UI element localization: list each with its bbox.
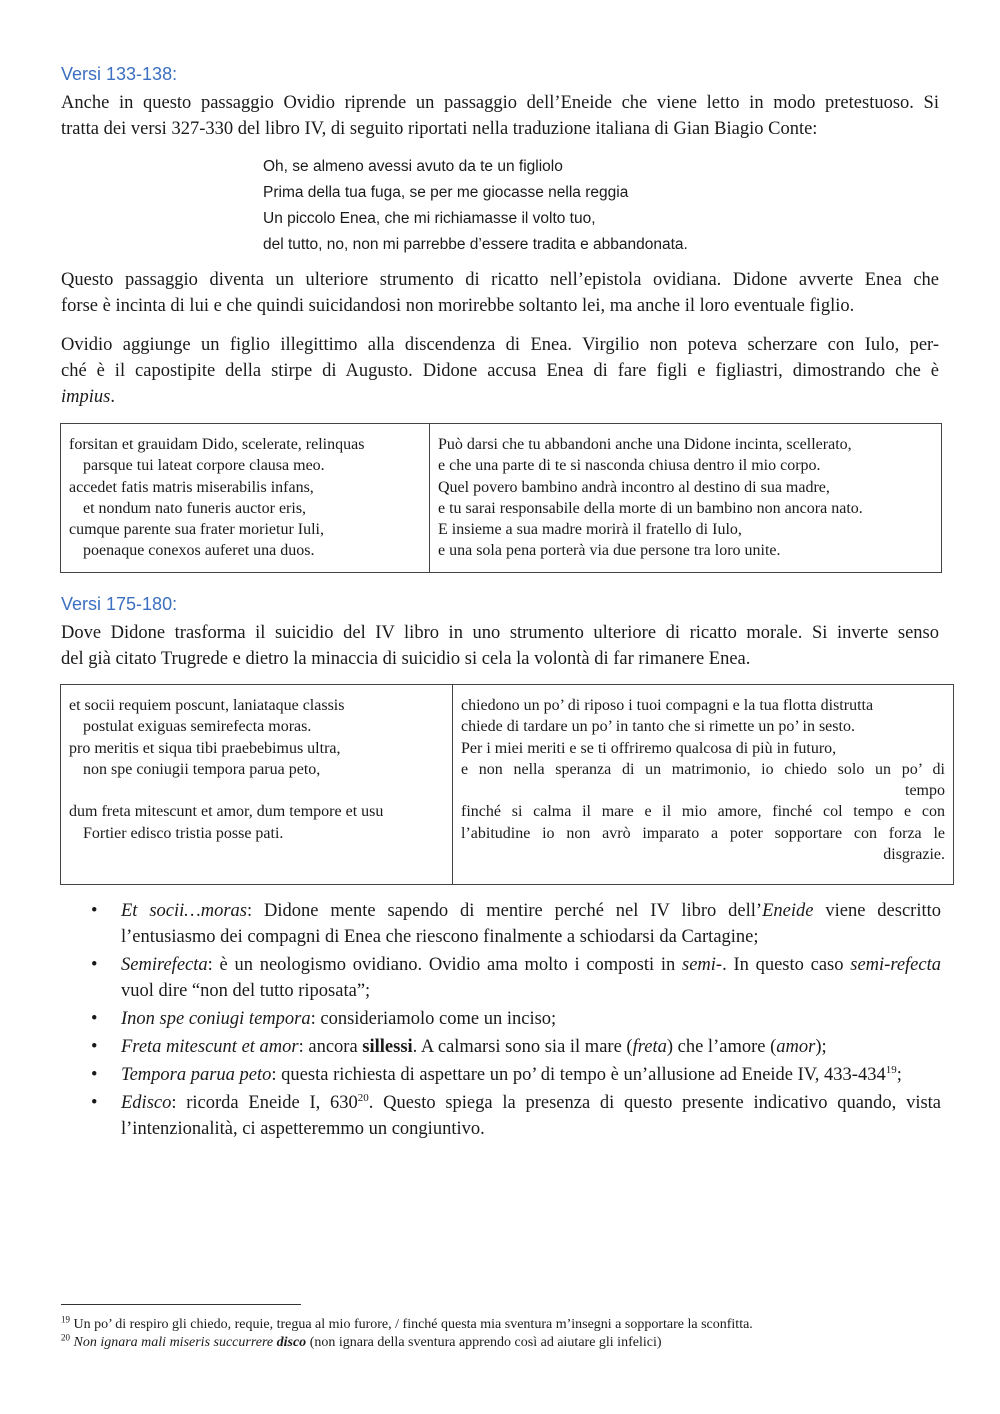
list-item: • Et socii…moras: Didone mente sapendo di mentire perché nel IV libro dell’Eneide viene descritto l’entusiasmo dei compagni di Enea che riescono finalmente a schiodarsi da Cartagine;: [61, 898, 941, 950]
footnote-19: $^{19}$ Un po’ di respiro gli chiedo, requie, tregua al mio furore, / finché questa mia sventura m’insegni a sopportare la sconfitta.: [61, 1314, 753, 1332]
commentary-list: [61, 898, 941, 1144]
list-item: • Semirefecta: è un neologismo ovidiano. Ovidio ama molto i composti in semi-. In questo caso semi-refecta vuol dire “non del tutto riposata”;: [61, 952, 941, 1004]
latin-text-cell: [61, 424, 430, 573]
intro-line-2: tratta dei versi 327-330 del libro IV, di seguito riportati nella traduzione italiana di Gian Biagio Conte:: [61, 119, 818, 139]
italian-line: finché si calma il mare e il mio amore, finché col tempo e con: [461, 803, 945, 821]
para2-line-2: forse è incinta di lui e che quindi suicidandosi non morirebbe soltanto lei, ma anche il loro eventuale figlio.: [61, 296, 855, 316]
italian-line: e che una parte di te si nasconda chiusa dentro il mio corpo.: [438, 457, 821, 475]
italian-line: e non nella speranza di un matrimonio, io chiedo solo un po’ di: [461, 760, 945, 778]
italian-line: l’abitudine io non avrò imparato a poter sopportare con forza le: [461, 824, 945, 842]
italian-line: E insieme a sua madre morirà il fratello di Iulo,: [438, 521, 742, 539]
bullet-icon: •: [91, 901, 98, 921]
verse-table-175-180: [60, 684, 954, 885]
bullet-icon: •: [91, 1009, 98, 1029]
quote-line: Prima della tua fuga, se per me giocasse nella reggia: [263, 184, 629, 201]
impius-term: impius: [61, 387, 111, 407]
latin-line: forsitan et grauidam Dido, scelerate, relinquas: [69, 436, 365, 453]
bullet-icon: •: [91, 1037, 98, 1057]
para2-line-1: Questo passaggio diventa un ulteriore strumento di ricatto nell’epistola ovidiana. Didone avverte Enea che: [61, 270, 939, 290]
latin-text-cell: [61, 685, 453, 885]
list-item: • Tempora parua peto: questa richiesta di aspettare un po’ di tempo è un’allusione ad Eneide IV, $433-434^{19}$;: [61, 1062, 941, 1088]
list-item: • Freta mitescunt et amor: ancora sillessi. A calmarsi sono sia il mare (freta) che l’amore (amor);: [61, 1034, 941, 1060]
italian-line: e una sola pena porterà via due persone tra loro unite.: [438, 542, 781, 560]
section1-paragraph-2: [61, 267, 939, 319]
italian-translation-cell: [430, 424, 942, 573]
intro-line-2: del già citato Trugrede e dietro la minaccia di suicidio si cela la volontà di far rimanere Enea.: [61, 649, 751, 669]
bullet-icon: •: [91, 1065, 98, 1085]
quote-line: Oh, se almeno avessi avuto da te un figliolo: [263, 158, 563, 175]
latin-line: poenaque conexos auferet una duos.: [83, 542, 315, 560]
latin-line: accedet fatis matris miserabilis infans,: [69, 478, 314, 496]
intro-line-1: Anche in questo passaggio Ovidio riprende un passaggio dell’Eneide che viene letto in modo pretestuoso. Si: [61, 93, 939, 113]
latin-line: et nondum nato funeris auctor eris,: [83, 499, 307, 517]
bullet-icon: •: [91, 1093, 98, 1113]
section-heading-2: Versi 175-180:: [61, 594, 178, 614]
quote-line: del tutto, no, non mi parrebbe d’essere tradita e abbandonata.: [263, 236, 688, 253]
italian-line: tempo: [905, 782, 945, 800]
latin-line: Fortier edisco tristia posse pati.: [83, 824, 284, 842]
quote-line: Un piccolo Enea, che mi richiamasse il volto tuo,: [263, 210, 596, 227]
footnote-separator: [61, 1304, 301, 1305]
verse-table-133-138: [60, 423, 942, 573]
bullet-icon: •: [91, 955, 98, 975]
italian-line: Per i miei meriti e se ti offriremo qualcosa di più in futuro,: [461, 739, 837, 757]
latin-line: parsque tui lateat corpore clausa meo.: [83, 457, 325, 475]
latin-line: pro meritis et siqua tibi praebebimus ultra,: [69, 739, 341, 757]
italian-line: chiede di tardare un po’ in tanto che si rimette un po’ in sesto.: [461, 718, 855, 736]
footnote-ref[interactable]: 19: [885, 1063, 897, 1076]
italian-line: chiedono un po’ di riposo i tuoi compagni e la tua flotta distrutta: [461, 697, 874, 714]
latin-line: cumque parente sua frater morietur Iuli,: [69, 521, 324, 539]
italian-line: Quel povero bambino andrà incontro al destino di sua madre,: [438, 478, 830, 496]
footnote-20: $^{20}$ Non ignara mali miseris succurrere disco (non ignara della sventura apprendo così ad aiutare gli infelici): [61, 1332, 662, 1350]
para3-line-1: Ovidio aggiunge un figlio illegittimo alla discendenza di Enea. Virgilio non poteva scherzare con Iulo, per-: [61, 335, 939, 355]
para3-line-2: ché è il capostipite della stirpe di Augusto. Didone accusa Enea di fare figli e figliastri, dimostrando che è: [61, 361, 939, 381]
latin-line: et socii requiem poscunt, laniataque classis: [69, 697, 345, 714]
italian-line: e tu sarai responsabile della morte di un bambino non ancora nato.: [438, 499, 863, 517]
latin-line: dum freta mitescunt et amor, dum tempore et usu: [69, 803, 384, 821]
section1-intro: [61, 90, 939, 142]
list-item: • Edisco: ricorda Eneide I, $630^{20}$. Questo spiega la presenza di questo presente indicativo quando, vista l’intenzionalità, ci aspetteremmo un congiuntivo.: [91, 1091, 942, 1139]
italian-line: disgrazie.: [883, 846, 945, 864]
section2-intro: [61, 620, 939, 672]
intro-line-1: Dove Didone trasforma il suicidio del IV libro in uno strumento ulteriore di ricatto morale. Si inverte senso: [61, 623, 939, 643]
footnote-ref[interactable]: 20: [357, 1091, 369, 1104]
italian-translation-cell: [453, 685, 954, 885]
list-item: • Inon spe coniugi tempora: consideriamolo come un inciso;: [61, 1006, 941, 1032]
section1-paragraph-3: Ovidio aggiunge un figlio illegittimo alla discendenza di Enea. Virgilio non poteva scherzare con Iulo, per- ché è il capostipite della stirpe di Augusto. Didone accusa Enea di fare figli e figliastri, dimostrando che è impius.: [61, 332, 939, 410]
latin-line: postulat exiguas semirefecta moras.: [83, 718, 312, 736]
conte-translation-quote: [263, 154, 688, 258]
italian-line: Può darsi che tu abbandoni anche una Didone incinta, scellerato,: [438, 436, 852, 453]
latin-line: non spe coniugii tempora parua peto,: [83, 760, 321, 778]
section-heading-1: Versi 133-138:: [61, 64, 178, 84]
